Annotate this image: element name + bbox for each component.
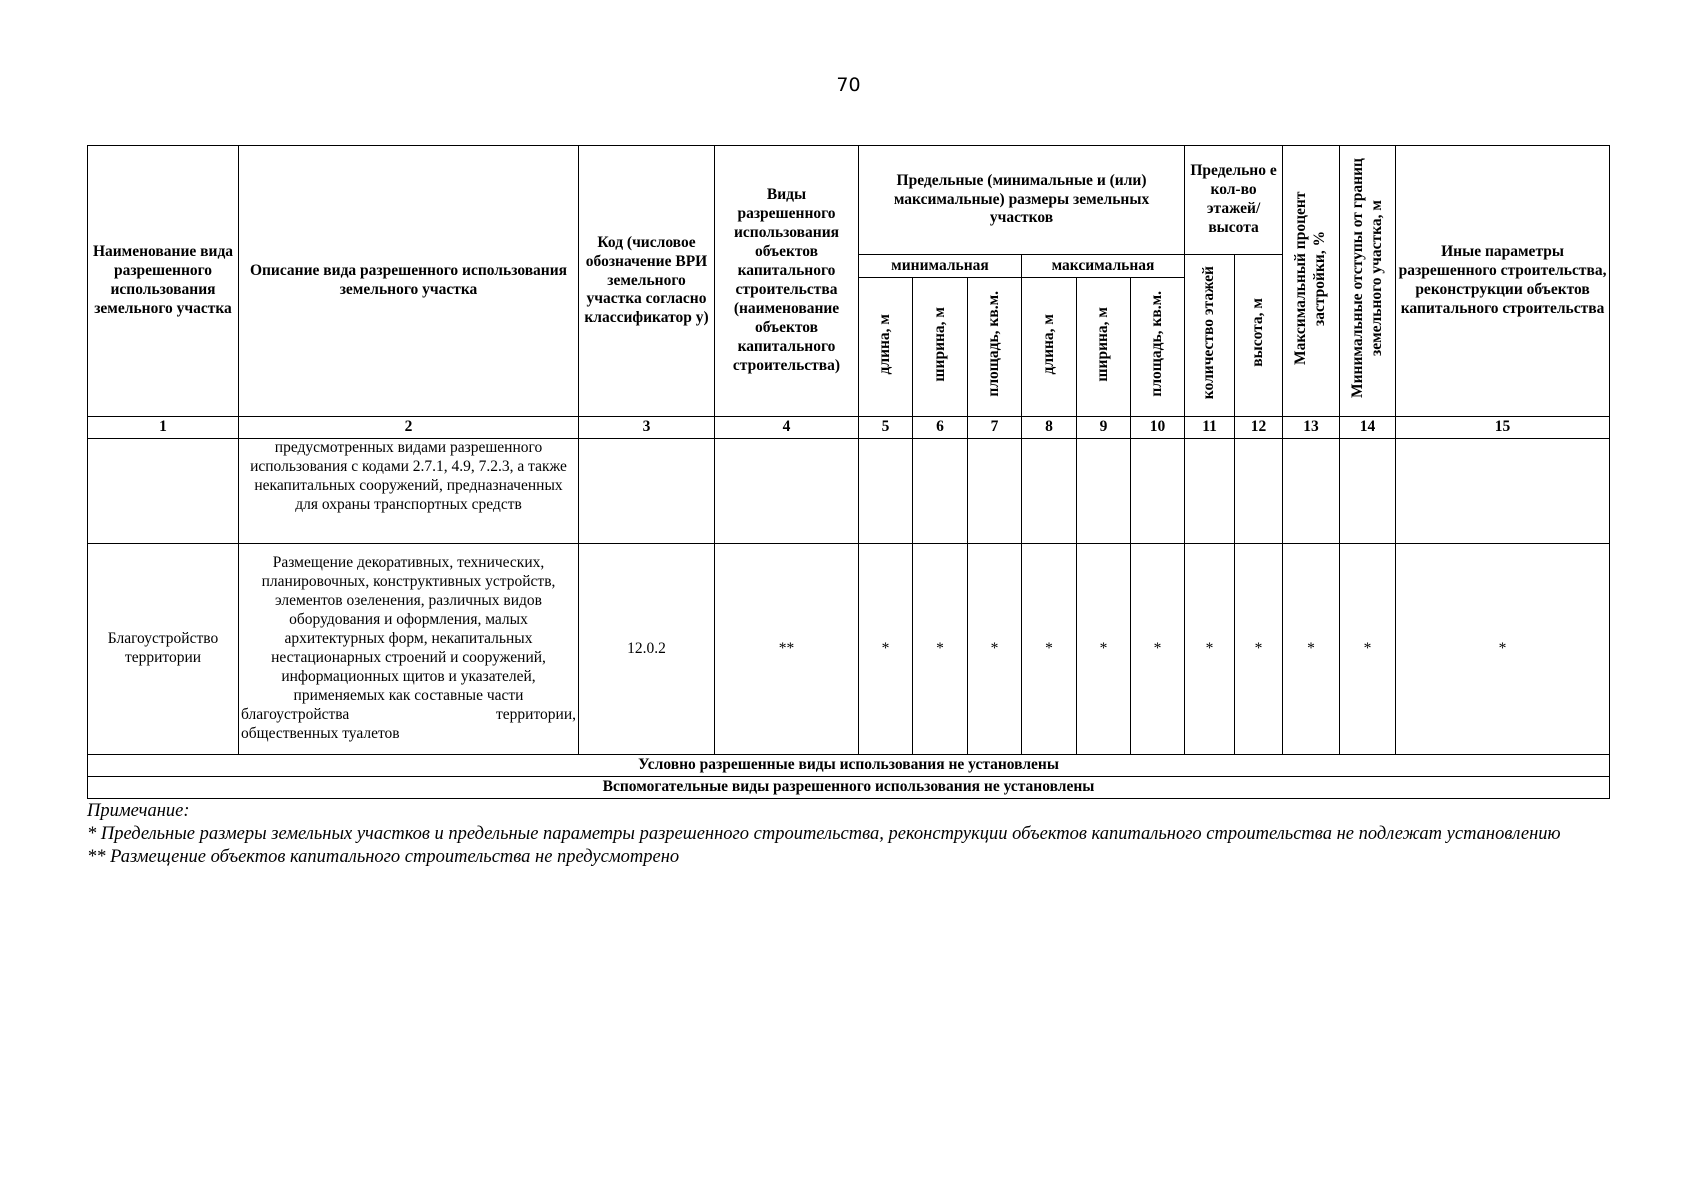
cell-empty — [1131, 439, 1185, 544]
cell-empty — [579, 439, 715, 544]
cell-empty — [715, 439, 859, 544]
table-row-continuation — [88, 439, 1610, 544]
cell-empty — [1022, 439, 1077, 544]
column-number: 6 — [913, 417, 968, 439]
header-min-length: длина, м — [859, 278, 913, 417]
column-number: 10 — [1131, 417, 1185, 439]
auxiliary-uses-row: Вспомогательные виды разрешенного использования не установлены — [88, 777, 1610, 799]
param-max-length: * — [1022, 544, 1077, 755]
header-max-coverage: Максимальный процент застройки, % — [1283, 146, 1340, 417]
param-max-coverage: * — [1283, 544, 1340, 755]
column-number: 13 — [1283, 417, 1340, 439]
cell-empty — [913, 439, 968, 544]
column-number: 12 — [1235, 417, 1283, 439]
column-number: 9 — [1077, 417, 1131, 439]
cell-empty — [968, 439, 1022, 544]
column-number: 14 — [1340, 417, 1396, 439]
column-number: 3 — [579, 417, 715, 439]
header-floors-height: Предельно е кол-во этажей/ высота — [1185, 146, 1283, 255]
header-name: Наименование вида разрешенного использования земельного участка — [88, 146, 239, 417]
header-other-params: Иные параметры разрешенного строительства, реконструкции объектов капитального строительства — [1396, 146, 1610, 417]
oks-types: ** — [715, 544, 859, 755]
param-min-setbacks: * — [1340, 544, 1396, 755]
note-double-asterisk: ** Размещение объектов капитального строительства не предусмотрено — [87, 847, 680, 868]
param-other: * — [1396, 544, 1610, 755]
land-use-table — [87, 145, 1610, 799]
param-min-length: * — [859, 544, 913, 755]
column-number: 15 — [1396, 417, 1610, 439]
header-height: высота, м — [1235, 255, 1283, 417]
cell-empty — [859, 439, 913, 544]
table-row-blagoustroystvo — [88, 544, 1610, 755]
cell-empty — [1185, 439, 1235, 544]
param-max-area: * — [1131, 544, 1185, 755]
page-number: 70 — [836, 74, 861, 96]
header-description: Описание вида разрешенного использования земельного участка — [239, 146, 579, 417]
header-max-width: ширина, м — [1077, 278, 1131, 417]
param-height: * — [1235, 544, 1283, 755]
cell-empty — [1396, 439, 1610, 544]
column-number: 8 — [1022, 417, 1077, 439]
param-min-area: * — [968, 544, 1022, 755]
param-max-width: * — [1077, 544, 1131, 755]
header-max-area: площадь, кв.м. — [1131, 278, 1185, 417]
header-min-setbacks: Минимальные отступы от границ земельного участка, м — [1340, 146, 1396, 417]
cell-empty — [1235, 439, 1283, 544]
header-oks-types: Виды разрешенного использования объектов капитального строительства (наименование объектов капитального строительства) — [715, 146, 859, 417]
header-size-limits: Предельные (минимальные и (или) максимальные) размеры земельных участков — [859, 146, 1185, 255]
conditional-uses-row: Условно разрешенные виды использования не установлены — [88, 755, 1610, 777]
header-min-width: ширина, м — [913, 278, 968, 417]
column-number: 2 — [239, 417, 579, 439]
header-maximal: максимальная — [1022, 255, 1185, 278]
use-type-name: Благоустройство территории — [88, 544, 239, 755]
notes-title: Примечание: — [87, 801, 190, 821]
notes-section — [87, 800, 1623, 869]
param-floors: * — [1185, 544, 1235, 755]
cell-empty — [88, 439, 239, 544]
column-number: 1 — [88, 417, 239, 439]
header-max-length: длина, м — [1022, 278, 1077, 417]
note-single-asterisk: * Предельные размеры земельных участков и предельные параметры разрешенного строительства, реконструкции объектов капитального строительства не подлежат установлению — [87, 824, 1561, 845]
column-number: 5 — [859, 417, 913, 439]
header-minimal: минимальная — [859, 255, 1022, 278]
cell-empty — [1340, 439, 1396, 544]
cell-empty — [1077, 439, 1131, 544]
column-number: 11 — [1185, 417, 1235, 439]
vri-code: 12.0.2 — [579, 544, 715, 755]
header-floors-count: количество этажей — [1185, 255, 1235, 417]
header-min-area: площадь, кв.м. — [968, 278, 1022, 417]
column-number: 7 — [968, 417, 1022, 439]
cell-empty — [1283, 439, 1340, 544]
param-min-width: * — [913, 544, 968, 755]
header-code: Код (числовое обозначение ВРИ земельного участка согласно классификатор у) — [579, 146, 715, 417]
column-number: 4 — [715, 417, 859, 439]
continued-description: предусмотренных видами разрешенного использования с кодами 2.7.1, 4.9, 7.2.3, а также некапитальных сооружений, предназначенных для охраны транспортных средств — [239, 439, 579, 544]
use-type-description: Размещение декоративных, технических, планировочных, конструктивных устройств, элементов озеленения, различных видов оборудования и оформления, малых архитектурных форм, некапитальных нестационарных строений и сооружений, информационных щитов и указателей, применяемых как составные части благоустройства территории, общественных туалетов — [239, 544, 579, 755]
